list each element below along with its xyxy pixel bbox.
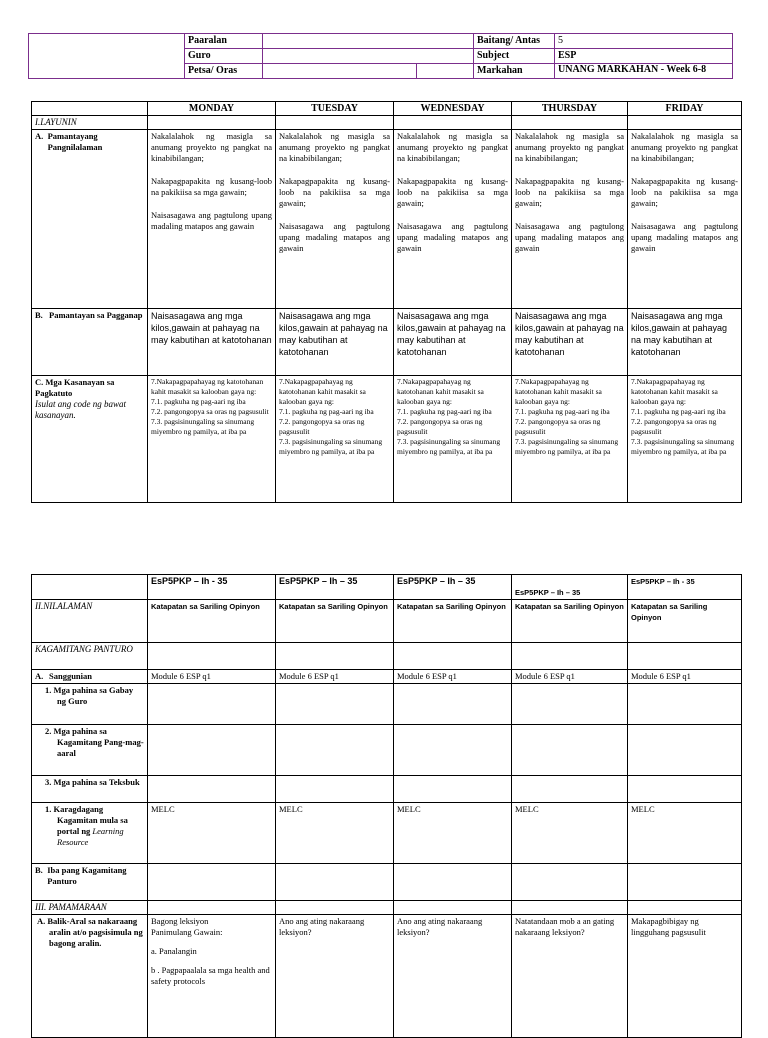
baitang-value: 5 [555, 34, 733, 49]
a-wed: Nakalalahok ng masigla sa anumang proyekto ng pangkat na kinabibilangan; Nakapagpapakita ng kusang-loob na pakikiisa sa mga gawain; Naisasagawa ang pagtulong upang madaling matapos ang gawain [394, 130, 512, 309]
a-thu: Nakalalahok ng masigla sa anumang proyekto ng pangkat na kinabibilangan; Nakapagpapakita ng kusang-loob na pakikiisa sa mga gawain; Naisasagawa ang pagtulong upang madaling matapos ang gawain [512, 130, 628, 309]
c-wed: 7.Nakapagpapahayag ng katotohanan kahit masakit sa kalooban gaya ng: 7.1. pagkuha ng pag-aari ng iba 7.2. pangongopya sa oras ng pagsusulit 7.3. pagsisinungaling sa sinumang miyembro ng pamilya, at iba pa [394, 376, 512, 503]
guro-value [263, 49, 474, 64]
nil-tue: Katapatan sa Sariling Opinyon [276, 600, 394, 643]
sanggunian-label: Sanggunian [49, 671, 92, 681]
melc-mon: MELC [148, 803, 276, 864]
code-thu: EsP5PKP – Ih – 35 [512, 575, 628, 600]
balik-aral-label: A. Balik-Aral sa nakaraang aralin at/o pagsisimula ng bagong aralin. [37, 916, 143, 948]
b-wed: Naisasagawa ang mga kilos,gawain at pahayag na may kabutihan at katotohanan [394, 309, 512, 376]
kagamitang-mag-aaral-row [32, 725, 742, 776]
learning-resource-label: Learning Resource [57, 826, 124, 847]
nilalaman-title: II.NILALAMAN [32, 600, 148, 643]
kasanayan-note: Isulat ang code ng bawat kasanayan. [35, 399, 126, 420]
kasanayan-label: C. Mga Kasanayan sa Pagkatuto [35, 377, 115, 398]
sang-mon: Module 6 ESP q1 [148, 670, 276, 684]
markahan-label: Markahan [474, 64, 555, 79]
c-mon: 7.Nakapagpapahayag ng katotohanan kahit masakit sa kalooban gaya ng: 7.1. pagkuha ng pag-aari ng iba 7.2. pangongopya sa oras ng pagsusulit 7.3. pagsisinungaling sa sinumang miyembro ng pamilya, at iba pa [148, 376, 276, 503]
paaralan-value [263, 34, 474, 49]
subject-label: Subject [474, 49, 555, 64]
karagdagang-label: 1. Karagdagang Kagamitan mula sa portal ng [45, 804, 128, 836]
layunin-table [31, 101, 742, 503]
karagdagang-row [32, 803, 742, 864]
b-thu: Naisasagawa ang mga kilos,gawain at pahayag na may kabutihan at katotohanan [512, 309, 628, 376]
iba-pang-num: B. [35, 865, 43, 875]
balik-thu: Natatandaan mob a an gating nakaraang leksiyon? [512, 915, 628, 1038]
code-tue: EsP5PKP – Ih – 35 [276, 575, 394, 600]
code-row [32, 575, 742, 600]
pamamaraan-title: III. PAMAMARAAN [32, 901, 148, 915]
header-table [28, 33, 733, 79]
pamantayang-pangnilalaman-row [32, 130, 742, 309]
b-num: B. [35, 310, 43, 320]
balik-wed: Ano ang ating nakaraang leksiyon? [394, 915, 512, 1038]
b-fri: Naisasagawa ang mga kilos,gawain at pahayag na may kabutihan at katotohanan [628, 309, 742, 376]
nilalaman-row [32, 600, 742, 643]
balik-fri: Makapagbibigay ng lingguhang pagsusulit [628, 915, 742, 1038]
markahan-value: UNANG MARKAHAN - Week 6-8 [555, 64, 733, 79]
melc-tue: MELC [276, 803, 394, 864]
balik-tue: Ano ang ating nakaraang leksiyon? [276, 915, 394, 1038]
sang-fri: Module 6 ESP q1 [628, 670, 742, 684]
kasanayan-row [32, 376, 742, 503]
nil-wed: Katapatan sa Sariling Opinyon [394, 600, 512, 643]
b-mon: Naisasagawa ang mga kilos,gawain at pahayag na may kabutihan at katotohanan [148, 309, 276, 376]
code-wed: EsP5PKP – Ih – 35 [394, 575, 512, 600]
oras-value [417, 64, 474, 79]
code-mon: EsP5PKP – Ih - 35 [148, 575, 276, 600]
sanggunian-num: A. [35, 671, 44, 681]
layunin-title: I.LAYUNIN [32, 116, 148, 130]
corner-cell [32, 102, 148, 116]
petsa-value [263, 64, 417, 79]
pamantayan-pagganap-row [32, 309, 742, 376]
paaralan-label: Paaralan [185, 34, 263, 49]
day-friday: FRIDAY [628, 102, 742, 116]
logo-cell [29, 34, 185, 79]
day-tuesday: TUESDAY [276, 102, 394, 116]
day-wednesday: WEDNESDAY [394, 102, 512, 116]
teksbuk-row [32, 776, 742, 803]
guro-label: Guro [185, 49, 263, 64]
a-fri: Nakalalahok ng masigla sa anumang proyekto ng pangkat na kinabibilangan; Nakapagpapakita ng kusang-loob na pakikiisa sa mga gawain; Naisasagawa ang pagtulong upang madaling matapos ang gawain [628, 130, 742, 309]
petsa-label: Petsa/ Oras [185, 64, 263, 79]
nil-thu: Katapatan sa Sariling Opinyon [512, 600, 628, 643]
day-thursday: THURSDAY [512, 102, 628, 116]
c-tue: 7.Nakapagpapahayag ng katotohanan kahit masakit sa kalooban gaya ng: 7.1. pagkuha ng pag-aari ng iba 7.2. pangongopya sa oras ng pagsusulit 7.3. pagsisinungaling sa sinumang miyembro ng pamilya, at iba pa [276, 376, 394, 503]
pamantayan-pagganap-label: Pamantayan sa Pagganap [49, 310, 143, 320]
melc-wed: MELC [394, 803, 512, 864]
c-fri: 7.Nakapagpapahayag ng katotohanan kahit masakit sa kalooban gaya ng: 7.1. pagkuha ng pag-aari ng iba 7.2. pangongopya sa oras ng pagsusulit 7.3. pagsisinungaling sa sinumang miyembro ng pamilya, at iba pa [628, 376, 742, 503]
iba-pang-kagamitan-row [32, 864, 742, 901]
nil-mon: Katapatan sa Sariling Opinyon [148, 600, 276, 643]
nilalaman-table [31, 574, 742, 1038]
code-fri: EsP5PKP – Ih - 35 [628, 575, 742, 600]
sang-tue: Module 6 ESP q1 [276, 670, 394, 684]
a-tue: Nakalalahok ng masigla sa anumang proyekto ng pangkat na kinabibilangan; Nakapagpapakita ng kusang-loob na pakikiisa sa mga gawain; Naisasagawa ang pagtulong upang madaling matapos ang gawain [276, 130, 394, 309]
iba-pang-kagamitan-label: Iba pang Kagamitang Panturo [47, 865, 127, 886]
gabay-guro-label: 1. Mga pahina sa Gabay ng Guro [45, 685, 134, 706]
subject-value: ESP [555, 49, 733, 64]
nil-fri: Katapatan sa Sariling Opinyon [628, 600, 742, 643]
day-monday: MONDAY [148, 102, 276, 116]
melc-fri: MELC [628, 803, 742, 864]
sang-wed: Module 6 ESP q1 [394, 670, 512, 684]
kagamitan-title: KAGAMITANG PANTURO [32, 643, 148, 670]
gabay-guro-row [32, 684, 742, 725]
c-thu: 7.Nakapagpapahayag ng katotohanan kahit masakit sa kalooban gaya ng: 7.1. pagkuha ng pag-aari ng iba 7.2. pangongopya sa oras ng pagsusulit 7.3. pagsisinungaling sa sinumang miyembro ng pamilya, at iba pa [512, 376, 628, 503]
teksbuk-label: 3. Mga pahina sa Teksbuk [45, 777, 140, 787]
b-tue: Naisasagawa ang mga kilos,gawain at pahayag na may kabutihan at katotohanan [276, 309, 394, 376]
sanggunian-row [32, 670, 742, 684]
balik-aral-row [32, 915, 742, 1038]
pamantayang-pangnilalaman-label: Pamantayang Pangnilalaman [47, 131, 103, 152]
baitang-label: Baitang/ Antas [474, 34, 555, 49]
melc-thu: MELC [512, 803, 628, 864]
kagamitang-mag-aaral-label: 2. Mga pahina sa Kagamitang Pang-mag-aaral [45, 726, 144, 758]
pamamaraan-title-row [32, 901, 742, 915]
sang-thu: Module 6 ESP q1 [512, 670, 628, 684]
balik-mon: Bagong leksiyon Panimulang Gawain: a. Panalangin b . Pagpapaalala sa mga health and safety protocols [148, 915, 276, 1038]
a-mon: Nakalalahok ng masigla sa anumang proyekto ng pangkat na kinabibilangan; Nakapagpapakita ng kusang-loob na pakikiisa sa mga gawain; Naisasagawa ang pagtulong upang madaling matapos ang gawain [148, 130, 276, 309]
a-num: A. [35, 131, 44, 141]
kagamitan-title-row [32, 643, 742, 670]
